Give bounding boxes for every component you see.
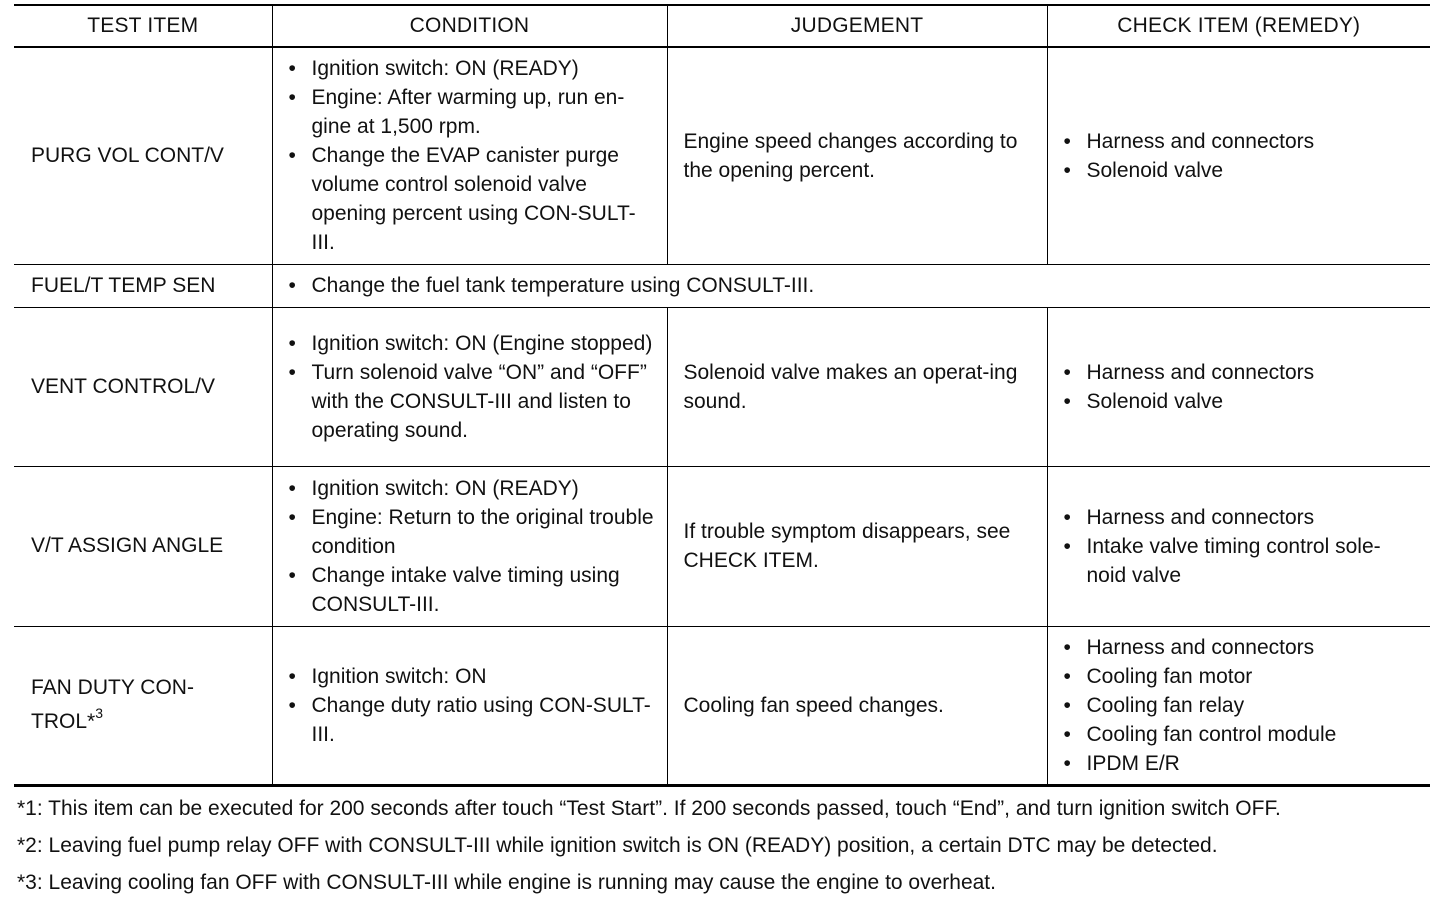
header-check-item: CHECK ITEM (REMEDY) [1047,5,1430,47]
table-row [14,264,1430,307]
condition-item: • Change the fuel tank temperature using CONSULT-III. [289,271,1421,300]
test-item-table [14,4,1430,787]
footnote-marker: 3 [95,705,103,721]
test-item-line: FAN DUTY CON- [31,676,194,699]
check-item: • Harness and connectors [1064,127,1421,156]
header-condition: CONDITION [272,5,667,47]
test-item-cell: VENT CONTROL/V [14,307,272,466]
check-item: • Solenoid valve [1064,387,1421,416]
footnotes [17,790,1437,901]
test-item-cell: V/T ASSIGN ANGLE [14,466,272,626]
table-header-row [14,5,1430,47]
table-row [14,626,1430,785]
check-item: • IPDM E/R [1064,749,1421,778]
condition-item: • Change duty ratio using CON-SULT-III. [289,691,657,749]
test-item-cell: PURG VOL CONT/V [14,47,272,264]
check-item: • Cooling fan motor [1064,662,1421,691]
judgement-cell: Engine speed changes according to the opening percent. [667,47,1047,264]
condition-item: • Ignition switch: ON (READY) [289,474,657,503]
table-row [14,47,1430,264]
check-item-cell [1047,47,1430,264]
condition-cell [272,626,667,785]
condition-cell [272,466,667,626]
check-item: • Intake valve timing control sole-noid valve [1064,532,1421,590]
condition-cell [272,47,667,264]
check-item-cell [1047,626,1430,785]
judgement-cell: If trouble symptom disappears, see CHECK ITEM. [667,466,1047,626]
condition-cell-span [272,264,1430,307]
table-row [14,466,1430,626]
condition-item: • Turn solenoid valve “ON” and “OFF” with the CONSULT-III and listen to operating sound. [289,358,657,445]
header-judgement: JUDGEMENT [667,5,1047,47]
condition-item: • Engine: Return to the original trouble condition [289,503,657,561]
condition-item: • Engine: After warming up, run en-gine at 1,500 rpm. [289,83,657,141]
check-item-cell [1047,307,1430,466]
check-item: • Solenoid valve [1064,156,1421,185]
check-item: • Cooling fan relay [1064,691,1421,720]
footnote-2: *2: Leaving fuel pump relay OFF with CONSULT-III while ignition switch is ON (READY) position, a certain DTC may be detected. [17,834,1218,857]
condition-item: • Ignition switch: ON (READY) [289,54,657,83]
judgement-cell: Solenoid valve makes an operat-ing sound. [667,307,1047,466]
test-item-line: TROL* [31,710,96,733]
test-item-cell [14,626,272,785]
check-item: • Cooling fan control module [1064,720,1421,749]
condition-item: • Change the EVAP canister purge volume control solenoid valve opening percent using CON-SULT-III. [289,141,657,257]
check-item: • Harness and connectors [1064,633,1421,662]
condition-item: • Change intake valve timing using CONSULT-III. [289,561,657,619]
check-item: • Harness and connectors [1064,503,1421,532]
check-item-cell [1047,466,1430,626]
condition-item: • Ignition switch: ON (Engine stopped) [289,329,657,358]
check-item: • Harness and connectors [1064,358,1421,387]
footnote-3: *3: Leaving cooling fan OFF with CONSULT-III while engine is running may cause the engine to overheat. [17,871,996,894]
condition-item: • Ignition switch: ON [289,662,657,691]
test-item-cell: FUEL/T TEMP SEN [14,264,272,307]
condition-cell [272,307,667,466]
header-test-item: TEST ITEM [14,5,272,47]
footnote-1: *1: This item can be executed for 200 seconds after touch “Test Start”. If 200 seconds passed, touch “End”, and turn ignition switch OFF. [17,797,1281,820]
judgement-cell: Cooling fan speed changes. [667,626,1047,785]
table-row [14,307,1430,466]
